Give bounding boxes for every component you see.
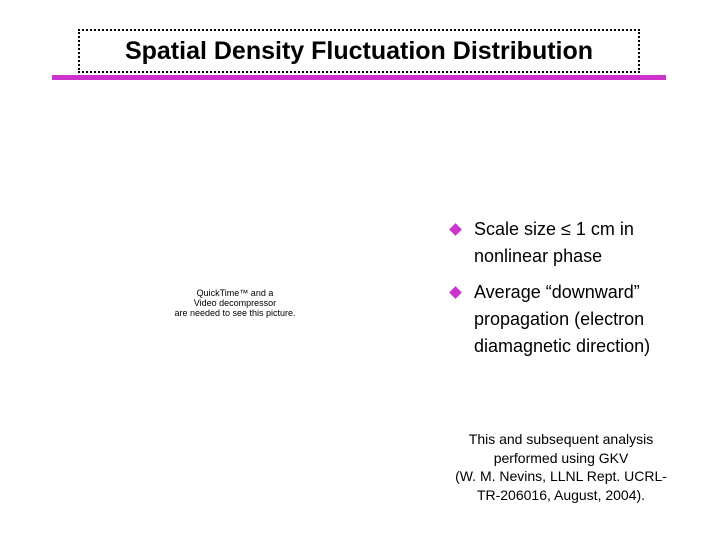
footnote-line: This and subsequent analysis [468,431,654,447]
placeholder-line: are needed to see this picture. [174,308,296,318]
bullet-line: Scale size ≤ 1 cm in [474,219,634,239]
bullet-item [446,216,706,270]
footnote-line: performed using GKV [493,449,629,466]
bullet-line: Average “downward” [474,282,640,302]
footnote-line: (W. M. Nevins, LLNL Rept. UCRL- [455,468,667,484]
quicktime-placeholder [150,288,320,318]
title-box [78,29,640,73]
footnote [436,430,686,504]
diamond-icon [449,286,462,299]
page-title: Spatial Density Fluctuation Distribution [124,36,594,65]
bullet-line: propagation (electron [474,309,645,329]
placeholder-line: QuickTime™ and a [196,288,274,298]
bullet-line: diamagnetic direction) [474,336,651,356]
bullet-item [446,279,706,360]
placeholder-line: Video decompressor [193,298,277,308]
bullet-line: nonlinear phase [474,246,603,266]
bullet-list [446,216,706,369]
footnote-line: TR-206016, August, 2004). [476,486,646,503]
title-underline [52,75,666,80]
diamond-icon [449,223,462,236]
